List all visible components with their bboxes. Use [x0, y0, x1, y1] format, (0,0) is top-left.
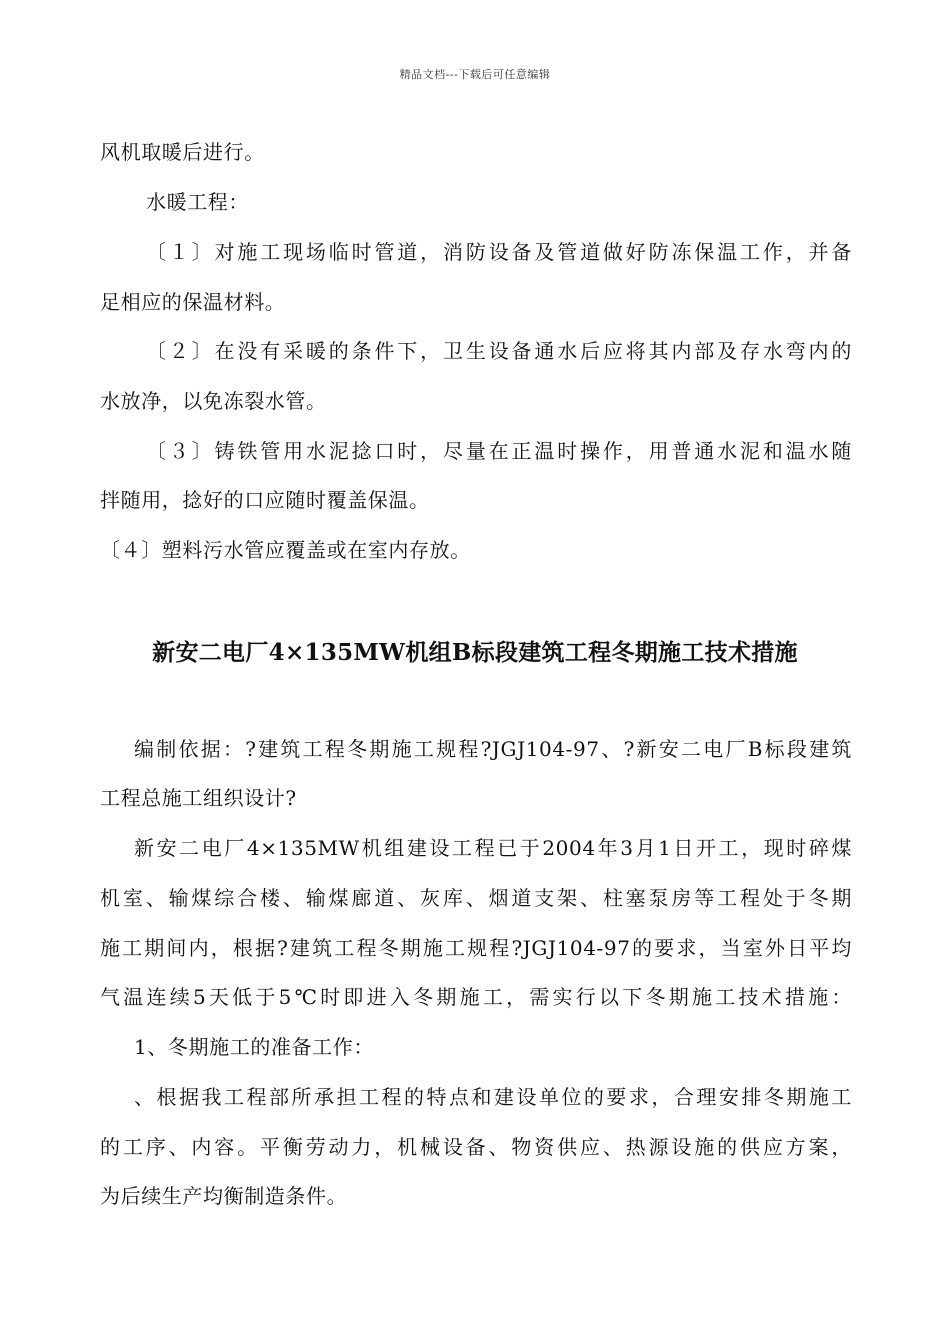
list-item-2-line-2: 水放净，以免冻裂水管。 [100, 389, 327, 413]
basis-line-2: 工程总施工组织设计? [100, 786, 297, 810]
text-line: 风机取暖后进行。 [100, 140, 265, 164]
intro-line-3: 施工期间内，根据?建筑工程冬期施工规程?JGJ104-97的要求，当室外日平均 [100, 936, 852, 960]
para-line-3: 为后续生产均衡制造条件。 [100, 1184, 348, 1208]
list-item-3-line-1: 〔３〕铸铁管用水泥捻口时，尽量在正温时操作，用普通水泥和温水随 [146, 439, 852, 463]
section-heading: 水暖工程： [146, 190, 249, 214]
intro-line-2: 机室、输煤综合楼、输煤廊道、灰库、烟道支架、柱塞泵房等工程处于冬期 [100, 886, 852, 910]
para-line-1: 、根据我工程部所承担工程的特点和建设单位的要求，合理安排冬期施工 [134, 1085, 852, 1109]
list-item-2-line-1: 〔２〕在没有采暖的条件下，卫生设备通水后应将其内部及存水弯内的 [146, 339, 852, 363]
list-item-1-line-1: 〔１〕对施工现场临时管道，消防设备及管道做好防冻保温工作，并备 [146, 240, 852, 264]
basis-line-1: 编制依据：?建筑工程冬期施工规程?JGJ104-97、?新安二电厂B标段建筑 [134, 737, 852, 761]
document-title: 新安二电厂4×135MW机组B标段建筑工程冬期施工技术措施 [152, 639, 798, 666]
list-item-1-line-2: 足相应的保温材料。 [100, 290, 286, 314]
subheading: 1、冬期施工的准备工作： [134, 1035, 374, 1059]
intro-line-1: 新安二电厂4×135MW机组建设工程已于2004年3月1日开工，现时碎煤 [134, 836, 852, 860]
page-header: 精品文档---下载后可任意编辑 [399, 68, 551, 81]
intro-line-4: 气温连续5天低于5℃时即进入冬期施工，需实行以下冬期施工技术措施： [100, 985, 852, 1009]
list-item-4: 〔４〕塑料污水管应覆盖或在室内存放。 [100, 538, 471, 562]
list-item-3-line-2: 拌随用，捻好的口应随时覆盖保温。 [100, 488, 430, 512]
para-line-2: 的工序、内容。平衡劳动力，机械设备、物资供应、热源设施的供应方案， [100, 1135, 852, 1159]
